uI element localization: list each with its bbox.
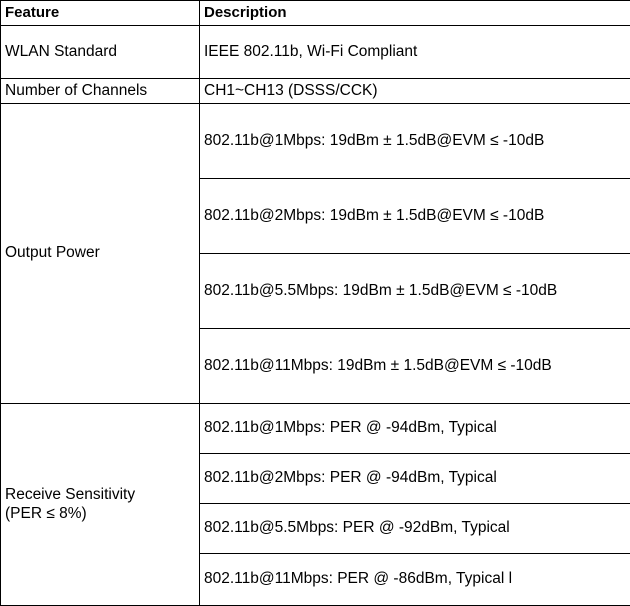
feature-channels: Number of Channels	[1, 79, 200, 104]
header-feature: Feature	[1, 1, 200, 26]
description-wlan-standard: IEEE 802.11b, Wi-Fi Compliant	[200, 26, 630, 79]
output-power-11mbps: 802.11b@11Mbps: 19dBm ± 1.5dB@EVM ≤ -10dB	[200, 329, 630, 404]
output-power-1mbps: 802.11b@1Mbps: 19dBm ± 1.5dB@EVM ≤ -10dB	[200, 104, 630, 179]
feature-wlan-standard: WLAN Standard	[1, 26, 200, 79]
feature-receive-sensitivity	[1, 404, 200, 606]
feature-output-power: Output Power	[1, 104, 200, 404]
table-row	[1, 104, 630, 179]
table-row	[1, 404, 630, 454]
header-row	[1, 1, 630, 26]
receive-sensitivity-condition: (PER ≤ 8%)	[5, 505, 195, 524]
sensitivity-5-5mbps: 802.11b@5.5Mbps: PER @ -92dBm, Typical	[200, 504, 630, 554]
header-description: Description	[200, 1, 630, 26]
receive-sensitivity-label: Receive Sensitivity	[5, 486, 195, 505]
sensitivity-2mbps: 802.11b@2Mbps: PER @ -94dBm, Typical	[200, 454, 630, 504]
sensitivity-11mbps: 802.11b@11Mbps: PER @ -86dBm, Typical l	[200, 554, 630, 606]
table-row	[1, 79, 630, 104]
sensitivity-1mbps: 802.11b@1Mbps: PER @ -94dBm, Typical	[200, 404, 630, 454]
output-power-5-5mbps: 802.11b@5.5Mbps: 19dBm ± 1.5dB@EVM ≤ -10dB	[200, 254, 630, 329]
description-channels: CH1~CH13 (DSSS/CCK)	[200, 79, 630, 104]
table-row	[1, 26, 630, 79]
output-power-2mbps: 802.11b@2Mbps: 19dBm ± 1.5dB@EVM ≤ -10dB	[200, 179, 630, 254]
